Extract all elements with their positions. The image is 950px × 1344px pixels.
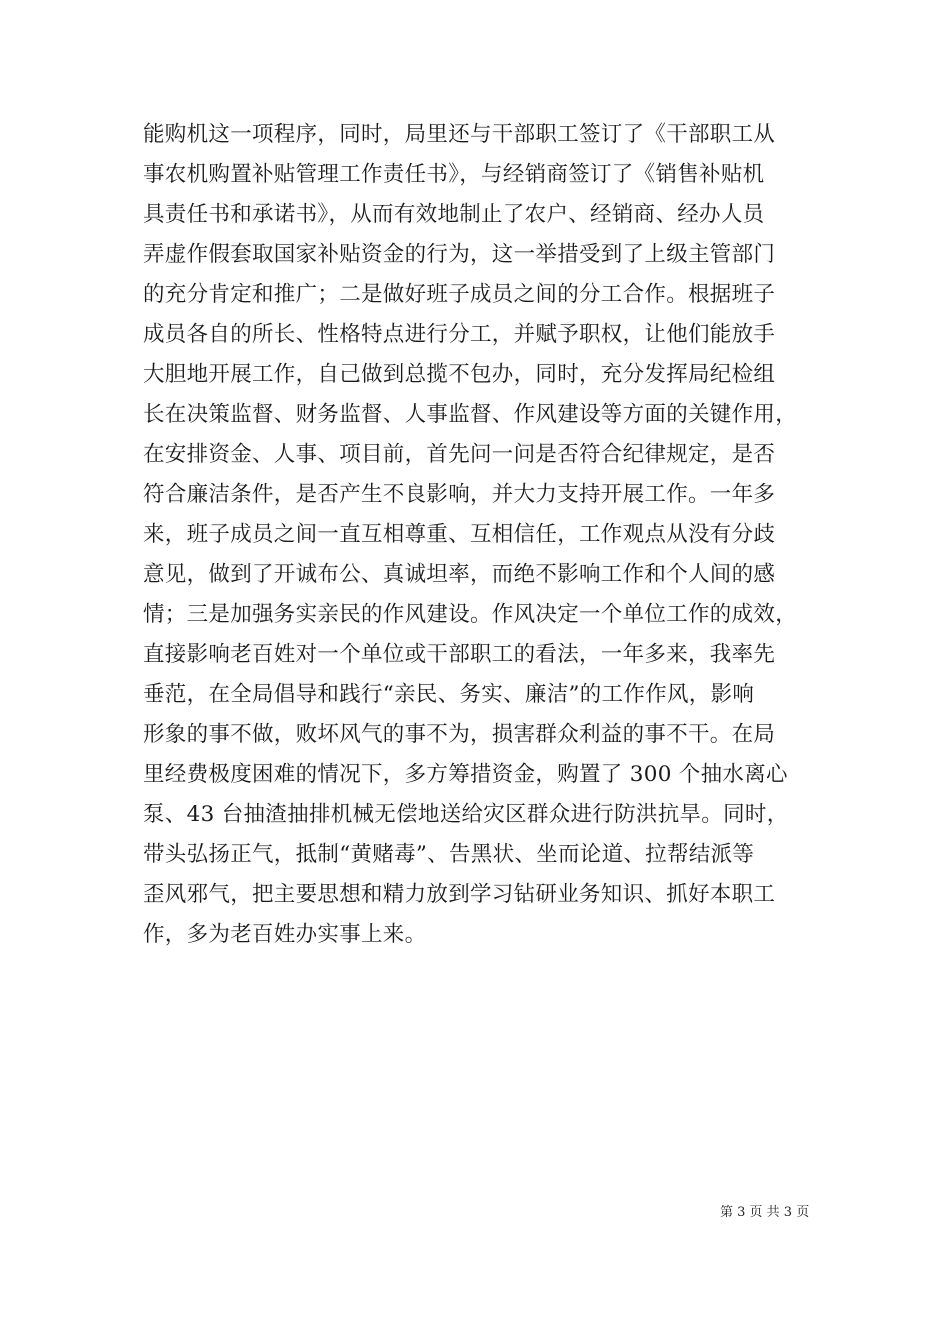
text-line: 垂范，在全局倡导和践行“亲民、务实、廉洁”的工作作风，影响 <box>143 682 755 707</box>
text-line: 形象的事不做，败坏风气的事不为，损害群众利益的事不干。在局 <box>143 722 776 747</box>
text-line: 作，多为老百姓办实事上来。 <box>143 922 427 947</box>
text-line: 能购机这一项程序，同时，局里还与干部职工签订了《干部职工从 <box>143 122 776 147</box>
text-line: 来，班子成员之间一直互相尊重、互相信任，工作观点从没有分歧 <box>143 522 776 547</box>
body-paragraph <box>143 115 823 955</box>
text-line: 成员各自的所长、性格特点进行分工，并赋予职权，让他们能放手 <box>143 322 776 347</box>
text-line: 歪风邪气，把主要思想和精力放到学习钻研业务知识、抓好本职工 <box>143 882 776 907</box>
text-line: 意见，做到了开诚布公、真诚坦率，而绝不影响工作和个人间的感 <box>143 562 776 587</box>
text-line: 符合廉洁条件，是否产生不良影响，并大力支持开展工作。一年多 <box>143 482 776 507</box>
text-line: 大胆地开展工作，自己做到总揽不包办，同时，充分发挥局纪检组 <box>143 362 776 387</box>
text-line: 在安排资金、人事、项目前，首先问一问是否符合纪律规定，是否 <box>143 442 776 467</box>
text-line: 事农机购置补贴管理工作责任书》，与经销商签订了《销售补贴机 <box>143 162 765 187</box>
text-line: 弄虚作假套取国家补贴资金的行为，这一举措受到了上级主管部门 <box>143 242 776 267</box>
text-line: 具责任书和承诺书》，从而有效地制止了农户、经销商、经办人员 <box>143 202 765 227</box>
text-line: 直接影响老百姓对一个单位或干部职工的看法，一年多来，我率先 <box>143 642 776 667</box>
text-line: 带头弘扬正气，抵制“黄赌毒”、告黑状、坐而论道、拉帮结派等 <box>143 842 755 867</box>
text-line: 的充分肯定和推广；二是做好班子成员之间的分工合作。根据班子 <box>143 282 776 307</box>
text-line: 情；三是加强务实亲民的作风建设。作风决定一个单位工作的成效， <box>143 602 798 627</box>
page-number-footer: 第 3 页 共 3 页 <box>720 1205 810 1220</box>
text-line: 里经费极度困难的情况下，多方筹措资金，购置了 300 个抽水离心 <box>143 762 788 787</box>
text-line: 长在决策监督、财务监督、人事监督、作风建设等方面的关键作用， <box>143 402 798 427</box>
text-line: 泵、43 台抽渣抽排机械无偿地送给灾区群众进行防洪抗旱。同时， <box>143 802 789 827</box>
